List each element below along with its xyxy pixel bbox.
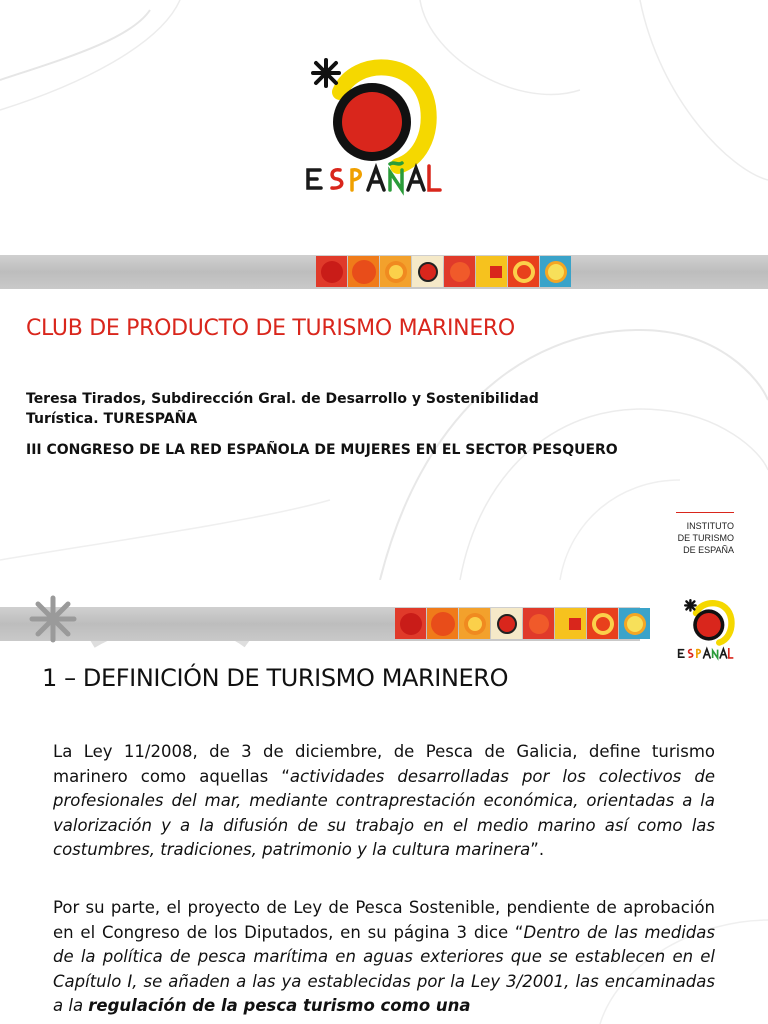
- tile-blue-sun: [619, 608, 650, 639]
- paragraph-law-galicia: [53, 740, 715, 863]
- tile-ladybug: [412, 256, 443, 287]
- p2-text-plain: Por su parte, el proyecto de Ley de Pesca Sostenible, pendiente de aprobación en el Congreso de los Diputados, en su página 3 dice “: [53, 898, 715, 942]
- tile-ladybug: [491, 608, 522, 639]
- tile-squares: [555, 608, 586, 639]
- p1-text-plain: La Ley 11/2008, de 3 de diciembre, de Pesca de Galicia, define turismo marinero como aquellas “: [53, 742, 715, 786]
- paragraph-sustainable-fishing-law: [53, 896, 715, 1019]
- institute-label: [676, 512, 734, 556]
- institute-rule: [676, 512, 734, 513]
- institute-line-3: DE ESPAÑA: [683, 545, 734, 555]
- logo-wordmark: [304, 160, 444, 196]
- decorative-tiles-2: [395, 608, 651, 639]
- tile-sunburst: [380, 256, 411, 287]
- institute-line-2: DE TURISMO: [677, 533, 734, 543]
- espana-wordmark-icon: [304, 160, 444, 196]
- tile-red-sun-2: [444, 256, 475, 287]
- decorative-tiles: [316, 256, 572, 287]
- tile-red-sun: [395, 608, 426, 639]
- congress-line: III CONGRESO DE LA RED ESPAÑOLA DE MUJERES EN EL SECTOR PESQUERO: [26, 442, 618, 458]
- tile-ring: [587, 608, 618, 639]
- tile-red-sun: [316, 256, 347, 287]
- institute-line-1: INSTITUTO: [686, 521, 734, 531]
- tile-sunburst: [459, 608, 490, 639]
- section-heading: 1 – DEFINICIÓN DE TURISMO MARINERO: [42, 664, 509, 692]
- p1-text-italic: actividades desarrolladas por los colectivos de profesionales del mar, mediante contraprestación económica, orientadas a la valorización y a la difusión de su trabajo en el medio marino así como las costumbres, tradiciones, patrimonio y la cultura marinera: [53, 766, 715, 859]
- tile-squares: [476, 256, 507, 287]
- espana-wordmark-small-icon: [677, 645, 735, 661]
- tile-orange-sun: [427, 608, 458, 639]
- p2-text-bold-italic: regulación de la pesca turismo como una: [88, 996, 471, 1015]
- content-slide: [0, 580, 768, 1024]
- tile-blue-sun: [540, 256, 571, 287]
- author-line: Teresa Tirados, Subdirección Gral. de Desarrollo y Sostenibilidad Turística. TURESPAÑA: [26, 391, 539, 427]
- tile-ring: [508, 256, 539, 287]
- p1-text-end: ”.: [530, 840, 545, 859]
- tile-red-sun-2: [523, 608, 554, 639]
- p2-text-italic: Dentro de las medidas de la política de pesca marítima en aguas exteriores que se establecen en el Capítulo I, se añaden a las ya establecidas por la Ley 3/2001, las encaminadas a la: [53, 922, 715, 1015]
- tile-orange-sun: [348, 256, 379, 287]
- star-watermark-icon: [28, 594, 78, 644]
- slide-title: CLUB DE PRODUCTO DE TURISMO MARINERO: [26, 316, 515, 341]
